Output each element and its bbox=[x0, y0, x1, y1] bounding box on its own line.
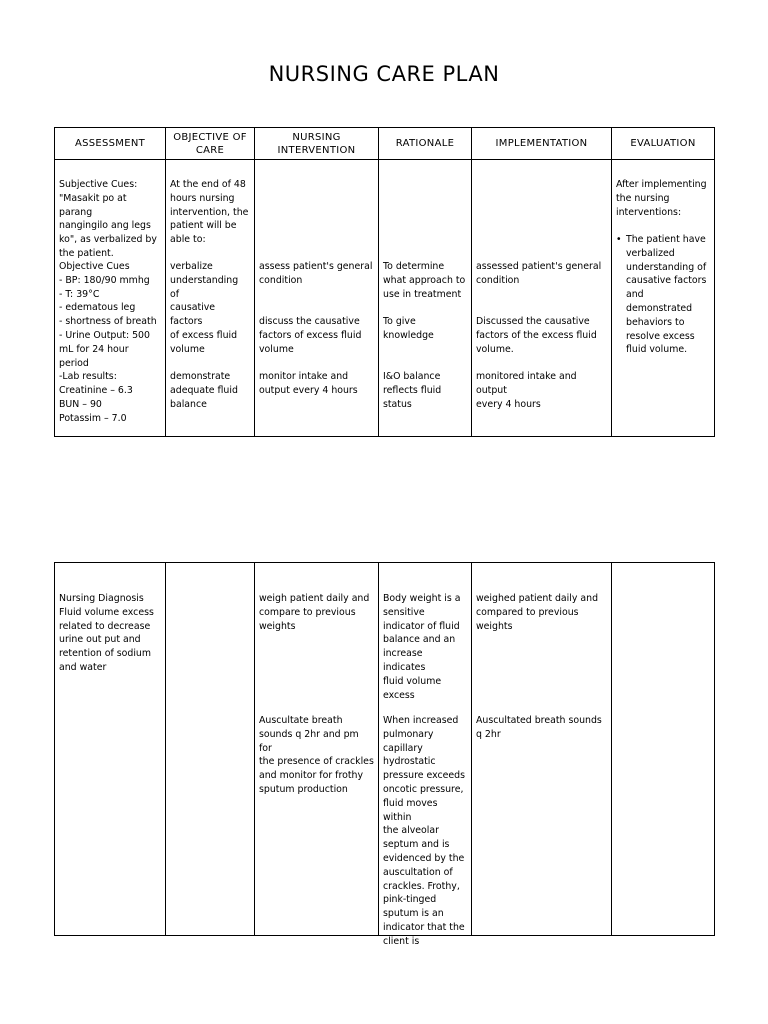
rationale-1: To determine what approach to use in treatment bbox=[383, 261, 466, 300]
evaluation-bullet-item bbox=[616, 233, 710, 357]
header-evaluation: EVALUATION bbox=[612, 128, 715, 160]
header-objective-of-care: OBJECTIVE OF CARE bbox=[166, 128, 255, 160]
care-plan-table-1 bbox=[54, 127, 715, 437]
intervention-auscultate: Auscultate breath sounds q 2hr and pm for the presence of crackles and monitor for frothy sputum production bbox=[259, 715, 374, 795]
evaluation-cell-empty bbox=[612, 563, 715, 936]
objective-intro: At the end of 48 hours nursing intervention, the patient will be able to: bbox=[170, 179, 249, 246]
header-nursing-intervention: NURSING INTERVENTION bbox=[255, 128, 379, 160]
subjective-cues: Subjective Cues: "Masakit po at parang nangingilo ang legs ko", as verbalized by the patient. bbox=[59, 179, 157, 259]
implementation-auscultated: Auscultated breath sounds q 2hr bbox=[476, 715, 602, 740]
implementation-3: monitored intake and output every 4 hours bbox=[476, 371, 577, 410]
intervention-3: monitor intake and output every 4 hours bbox=[259, 371, 358, 396]
nursing-diagnosis: Nursing Diagnosis Fluid volume excess related to decrease urine out put and retention of sodium and water bbox=[59, 593, 154, 673]
evaluation-bullet-text: The patient have verbalized understanding of causative factors and demonstrated behaviors to resolve excess fluid volume. bbox=[626, 234, 707, 356]
care-plan-table-2 bbox=[54, 562, 715, 947]
rationale-cell bbox=[379, 160, 472, 437]
rationale-cell bbox=[379, 563, 472, 947]
bullet-icon: • bbox=[616, 234, 622, 245]
evaluation-cell bbox=[612, 160, 715, 437]
objective-goal-2: demonstrate adequate fluid balance bbox=[170, 371, 238, 410]
page-title: NURSING CARE PLAN bbox=[268, 62, 500, 86]
implementation-cell bbox=[472, 160, 612, 437]
rationale-crackles: When increased pulmonary capillary hydrostatic pressure exceeds oncotic pressure, fluid moves within the alveolar septum and is evidenced by the auscultation of crackles. Frothy, pink-tinged sputum is an indicator that the client is bbox=[383, 715, 465, 947]
header-assessment: ASSESSMENT bbox=[55, 128, 166, 160]
intervention-1: assess patient's general condition bbox=[259, 261, 373, 286]
objective-cell bbox=[166, 160, 255, 437]
implementation-weighed: weighed patient daily and compared to previous weights bbox=[476, 593, 599, 632]
intervention-2: discuss the causative factors of excess fluid volume bbox=[259, 316, 362, 355]
header-implementation: IMPLEMENTATION bbox=[472, 128, 612, 160]
header-rationale: RATIONALE bbox=[379, 128, 472, 160]
diagnosis-cell bbox=[55, 563, 166, 936]
implementation-cell bbox=[472, 563, 612, 936]
implementation-2: Discussed the causative factors of the excess fluid volume. bbox=[476, 316, 597, 355]
intervention-cell bbox=[255, 563, 379, 936]
assessment-cell bbox=[55, 160, 166, 437]
rationale-3: I&O balance reflects fluid status bbox=[383, 371, 442, 410]
table-row bbox=[55, 160, 715, 437]
header-row bbox=[55, 128, 715, 160]
rationale-weight: Body weight is a sensitive indicator of fluid balance and an increase indicates fluid volume excess bbox=[383, 593, 461, 701]
objective-cell-empty bbox=[166, 563, 255, 936]
intervention-cell bbox=[255, 160, 379, 437]
objective-goal-1: verbalize understanding of causative factors of excess fluid volume bbox=[170, 261, 239, 355]
objective-cues: Objective Cues - BP: 180/90 mmhg - T: 39°C - edematous leg - shortness of breath - Urine Output: 500 mL for 24 hour period -Lab results: Creatinine – 6.3 BUN – 90 Potassim – 7.0 bbox=[59, 261, 157, 424]
implementation-1: assessed patient's general condition bbox=[476, 261, 602, 286]
evaluation-intro: After implementing the nursing interventions: bbox=[616, 179, 707, 218]
rationale-2: To give knowledge bbox=[383, 316, 434, 341]
table-row bbox=[55, 563, 715, 936]
intervention-weigh: weigh patient daily and compare to previous weights bbox=[259, 593, 370, 632]
